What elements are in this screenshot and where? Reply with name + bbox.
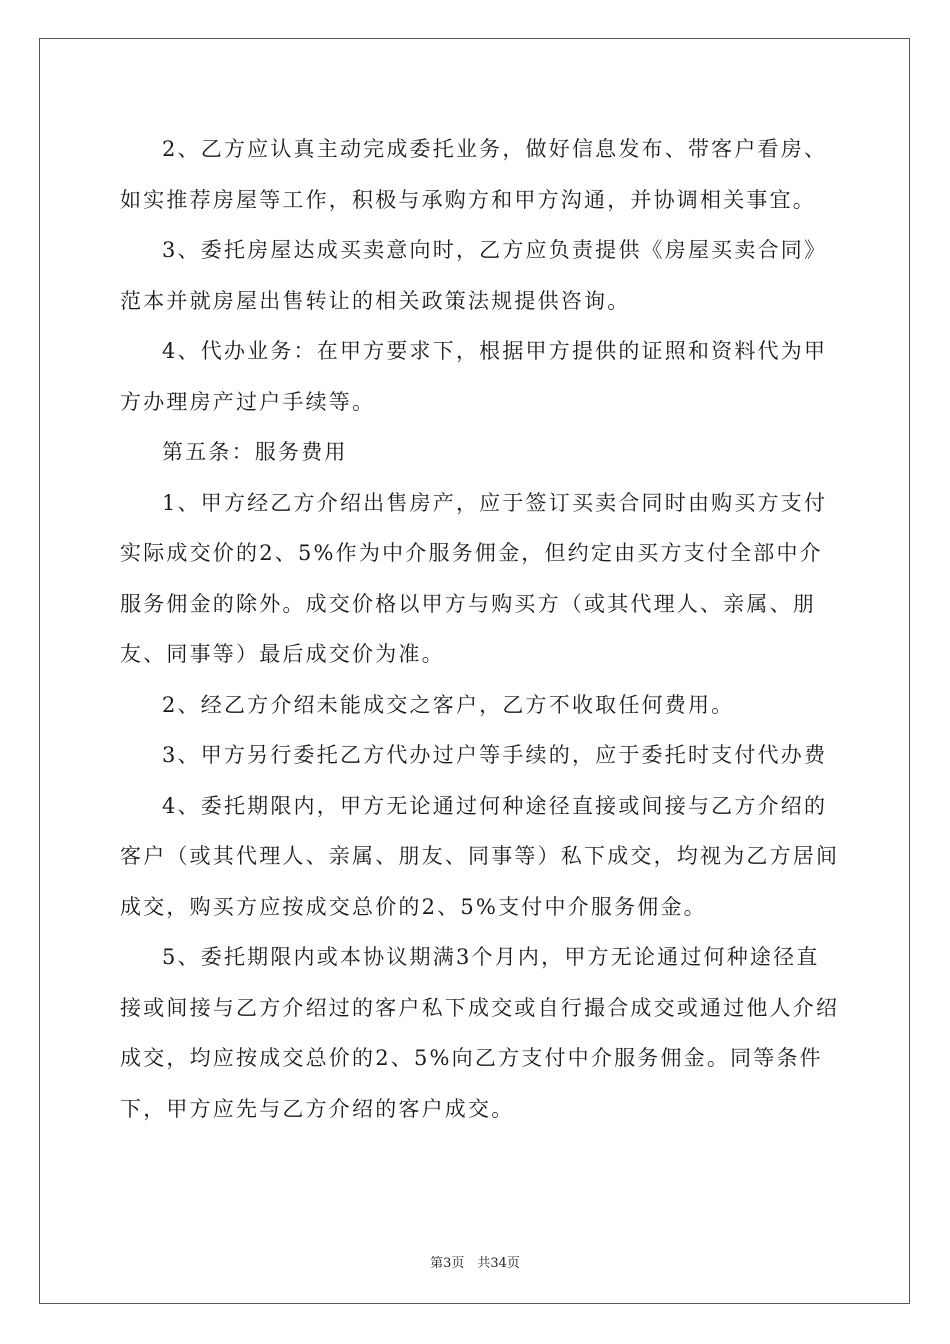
clause-4-paragraph: 4、代办业务：在甲方要求下，根据甲方提供的证照和资料代为甲方办理房产过户手续等。 [120, 339, 828, 414]
fee-clause-5-paragraph: 5、委托期限内或本协议期满3个月内，甲方无论通过何种途径直接或间接与乙方介绍过的客户私下成交或自行撮合成交或通过他人介绍成交，均应按成交总价的2、5%向乙方支付中介服务佣金。同等条件下，甲方应先与乙方介绍的客户成交。 [120, 945, 840, 1121]
section-heading-service-fee: 第五条：服务费用 [162, 440, 348, 464]
clause-3-paragraph: 3、委托房屋达成买卖意向时，乙方应负责提供《房屋买卖合同》范本并就房屋出售转让的相关政策法规提供咨询。 [120, 238, 828, 313]
fee-clause-1-paragraph: 1、甲方经乙方介绍出售房产，应于签订买卖合同时由购买方支付实际成交价的2、5%作为中介服务佣金，但约定由买方支付全部中介服务佣金的除外。成交价格以甲方与购买方（或其代理人、亲属、朋友、同事等）最后成交价为准。 [120, 490, 828, 666]
document-body [120, 124, 840, 1134]
fee-clause-4-paragraph: 4、委托期限内，甲方无论通过何种途径直接或间接与乙方介绍的客户（或其代理人、亲属、朋友、同事等）私下成交，均视为乙方居间成交，购买方应按成交总价的2、5%支付中介服务佣金。 [120, 793, 840, 919]
clause-2-paragraph: 2、乙方应认真主动完成委托业务，做好信息发布、带客户看房、如实推荐房屋等工作，积极与承购方和甲方沟通，并协调相关事宜。 [120, 137, 828, 212]
page-number-footer: 第3页 共34页 [430, 1256, 520, 1271]
fee-clause-3-paragraph: 3、甲方另行委托乙方代办过户等手续的，应于委托时支付代办费 [162, 743, 828, 767]
fee-clause-2-paragraph: 2、经乙方介绍未能成交之客户，乙方不收取任何费用。 [162, 692, 735, 717]
